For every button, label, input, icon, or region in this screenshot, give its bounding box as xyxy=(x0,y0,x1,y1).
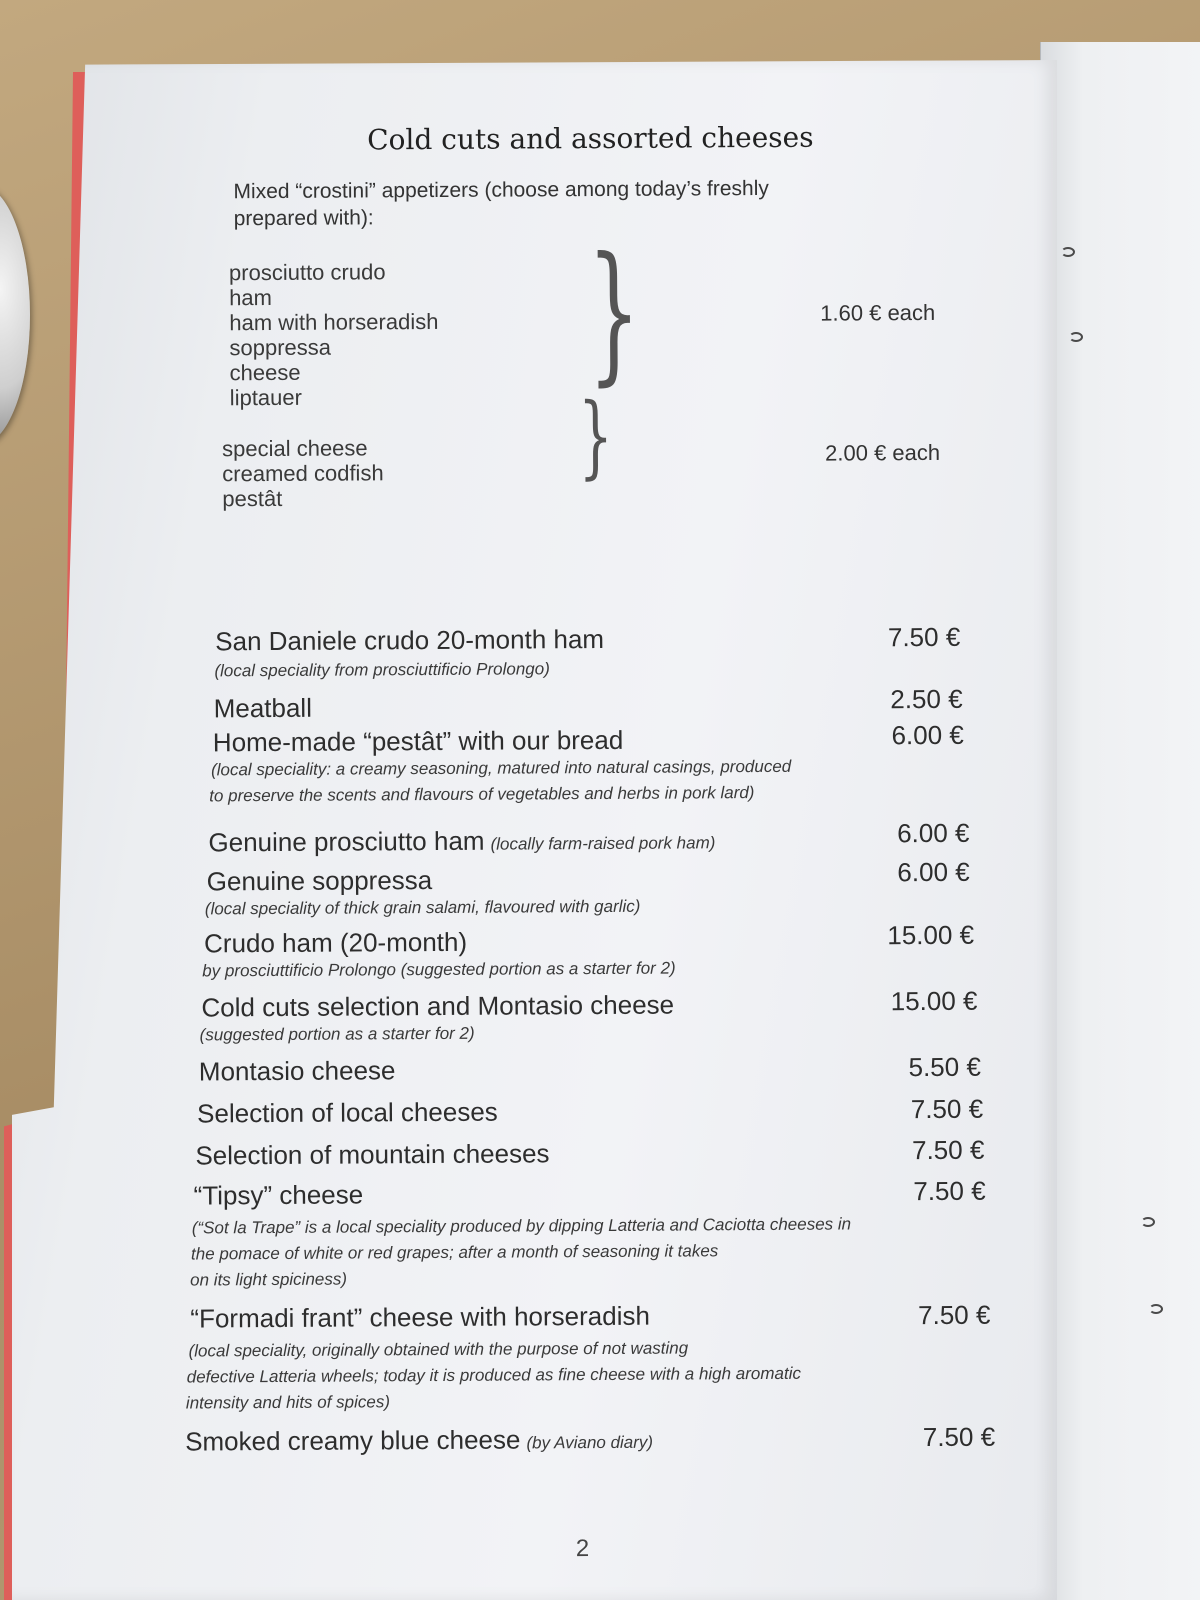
brace-icon: } xyxy=(578,383,614,490)
menu-item-note: to preserve the scents and flavours of vegetables and herbs in pork lard) xyxy=(209,783,755,806)
menu-item-name: Montasio cheese xyxy=(198,1055,396,1087)
menu-item-name: “Tipsy” cheese xyxy=(193,1179,364,1211)
menu-item-note: (local speciality, originally obtained with the purpose of not wasting xyxy=(188,1338,689,1361)
menu-item-price: 6.00 € xyxy=(897,856,970,888)
crostini-item: prosciutto crudo xyxy=(228,259,386,286)
menu-item-note: (local speciality of thick grain salami, flavoured with garlic) xyxy=(204,896,641,919)
crostini-item: creamed codfish xyxy=(222,460,384,487)
menu-item-name-text: Genuine prosciutto ham xyxy=(208,825,485,858)
menu-item-price: 7.50 € xyxy=(887,621,961,653)
crostini-item: pestât xyxy=(222,485,283,512)
page-title: Cold cuts and assorted cheeses xyxy=(367,120,814,157)
menu-item-price: 7.50 € xyxy=(917,1299,991,1331)
menu-item-name: San Daniele crudo 20-month ham xyxy=(215,623,605,657)
menu-item-price: 6.00 € xyxy=(891,719,964,751)
brace-icon: } xyxy=(587,225,641,401)
crostini-item: cheese xyxy=(229,359,301,386)
menu-item-note: the pomace of white or red grapes; after a month of seasoning it takes xyxy=(190,1241,719,1264)
crostini-item: liptauer xyxy=(229,384,302,411)
menu-item-name: Home-made “pestât” with our bread xyxy=(212,724,624,758)
menu-item-price: 15.00 € xyxy=(887,919,975,951)
menu-item-price: 7.50 € xyxy=(922,1421,996,1453)
crostini-item: soppressa xyxy=(229,334,332,361)
menu-item-name: Selection of local cheeses xyxy=(197,1096,498,1129)
crostini-group-2 xyxy=(222,435,384,511)
page-number: 2 xyxy=(575,1535,590,1563)
menu-item-note: on its light spiciness) xyxy=(190,1269,348,1290)
crostini-group-1 xyxy=(229,259,439,410)
menu-item-name: Selection of mountain cheeses xyxy=(195,1138,550,1171)
menu-item-price: 7.50 € xyxy=(913,1175,986,1207)
menu-item-price: 7.50 € xyxy=(911,1134,985,1166)
menu-item-name: Meatball xyxy=(213,692,313,724)
menu-item-price: 5.50 € xyxy=(908,1051,981,1083)
menu-item-note: (“Sot la Trape” is a local speciality produced by dipping Latteria and Caciotta cheeses in xyxy=(191,1214,852,1238)
menu-item-price: 7.50 € xyxy=(910,1093,984,1125)
intro-line: Mixed “crostini” appetizers (choose among today’s freshly xyxy=(233,176,769,204)
menu-item-name: Cold cuts selection and Montasio cheese xyxy=(201,989,675,1023)
menu-item-note: (local speciality: a creamy seasoning, matured into natural casings, produced xyxy=(210,756,792,780)
crostini-item: special cheese xyxy=(221,435,368,462)
menu-item-inline-note: (by Aviano diary) xyxy=(526,1432,654,1453)
crostini-price-1: 1.60 € each xyxy=(820,299,936,326)
crostini-item: ham with horseradish xyxy=(229,308,439,336)
menu-item-note: (local speciality from prosciuttificio Prolongo) xyxy=(214,659,550,681)
menu-item-price: 6.00 € xyxy=(897,817,970,849)
menu-item-name: Genuine soppressa xyxy=(206,865,433,897)
intro-line: prepared with): xyxy=(233,206,374,231)
crostini-intro xyxy=(233,175,833,233)
menu-item-inline-note: (locally farm-raised pork ham) xyxy=(490,833,716,854)
crostini-price-2: 2.00 € each xyxy=(825,439,941,466)
menu-item-name-text: Smoked creamy blue cheese xyxy=(185,1424,521,1457)
menu-item-name xyxy=(208,824,715,858)
menu-item-note: by prosciuttificio Prolongo (suggested portion as a starter for 2) xyxy=(202,958,676,981)
menu-item-name: Crudo ham (20-month) xyxy=(203,926,468,959)
menu-item-note: defective Latteria wheels; today it is produced as fine cheese with a high aromatic xyxy=(186,1363,802,1387)
menu-item-note: (suggested portion as a starter for 2) xyxy=(199,1023,475,1045)
menu-item-price: 15.00 € xyxy=(890,985,978,1017)
menu-item-name xyxy=(185,1424,653,1458)
crostini-item: ham xyxy=(229,284,273,311)
menu-item-name: “Formadi frant” cheese with horseradish xyxy=(190,1300,650,1334)
menu-item-note: intensity and hits of spices) xyxy=(185,1392,391,1413)
menu-item-price: 2.50 € xyxy=(890,683,963,715)
